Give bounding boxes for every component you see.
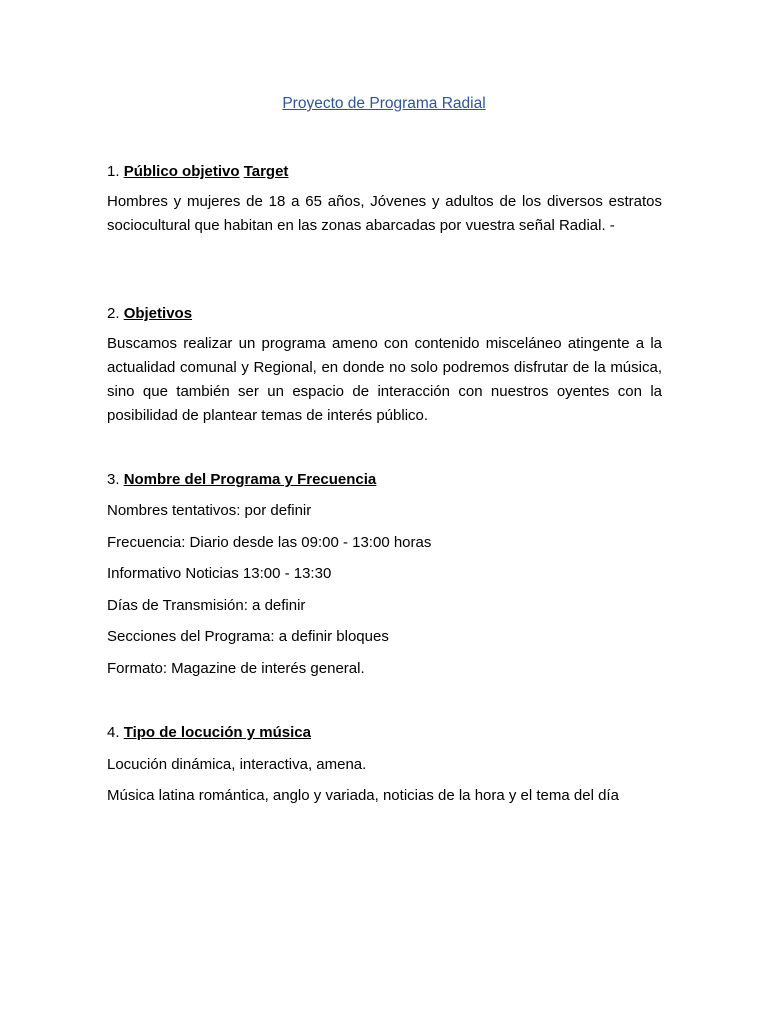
section-1-body: Hombres y mujeres de 18 a 65 años, Jóvenes y adultos de los diversos estratos sociocultural que habitan en las zonas abarcadas por vuestra señal Radial. - (107, 193, 662, 234)
section-3-line: Días de Transmisión: a definir (107, 597, 306, 614)
section-1-heading (107, 162, 667, 182)
section-2-number: 2. (107, 305, 120, 322)
section-1-heading-extra: Target (243, 163, 289, 180)
section-2-body: Buscamos realizar un programa ameno con contenido misceláneo atingente a la actualidad comunal y Regional, en donde no solo podremos disfrutar de la música, sino que también ser un espacio de interacción con nuestros oyentes con la posibilidad de plantear temas de interés público. (107, 335, 662, 424)
section-4-number: 4. (107, 724, 120, 741)
section-4-heading-text: Tipo de locución y música (123, 724, 311, 741)
section-1-heading-text: Público objetivo (123, 163, 240, 180)
section-4-heading (107, 723, 667, 743)
section-1-number: 1. (107, 163, 120, 180)
section-4-line: Locución dinámica, interactiva, amena. (107, 756, 367, 773)
section-3-line: Secciones del Programa: a definir bloques (107, 628, 389, 645)
section-3-line: Formato: Magazine de interés general. (107, 660, 365, 677)
document-title: Proyecto de Programa Radial (282, 95, 486, 112)
section-3-number: 3. (107, 471, 120, 488)
section-2-heading (107, 304, 667, 324)
section-3-heading-text: Nombre del Programa y Frecuencia (123, 471, 377, 488)
section-3-line: Frecuencia: Diario desde las 09:00 - 13:00 horas (107, 534, 432, 551)
section-4-line: Música latina romántica, anglo y variada, noticias de la hora y el tema del día (107, 787, 619, 804)
section-3-heading (107, 470, 667, 490)
section-3-line: Nombres tentativos: por definir (107, 502, 312, 519)
section-3-line: Informativo Noticias 13:00 - 13:30 (107, 565, 332, 582)
section-2-heading-text: Objetivos (123, 305, 193, 322)
